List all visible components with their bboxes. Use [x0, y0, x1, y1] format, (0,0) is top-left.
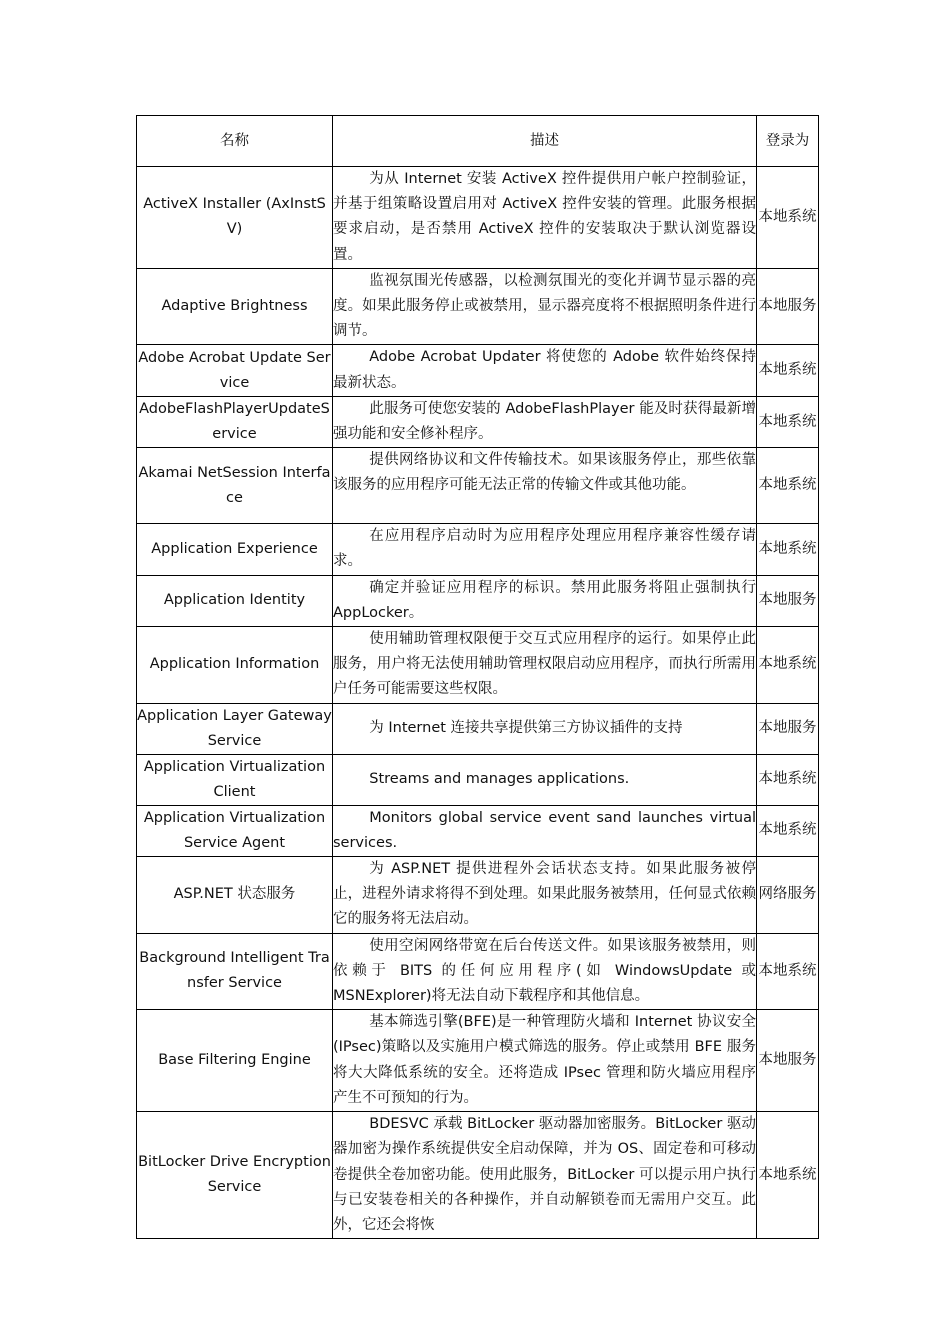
- header-name: 名称: [137, 116, 333, 167]
- table-row: [137, 268, 819, 345]
- table-row: [137, 524, 819, 575]
- service-desc: Adobe Acrobat Updater 将使您的 Adobe 软件始终保持最新状态。: [333, 349, 756, 391]
- service-login: 本地服务: [757, 268, 819, 345]
- service-desc: BDESVC 承载 BitLocker 驱动器加密服务。BitLocker 驱动器加密为操作系统提供安全启动保障，并为 OS、固定卷和可移动卷提供全卷加密功能。使用此服务，BitLocker 可以提示用户执行与已安装卷相关的各种操作，并自动解锁卷而无需用户交互。此外，它还会将恢: [333, 1116, 756, 1233]
- table-row: [137, 575, 819, 626]
- service-login: 本地服务: [757, 1010, 819, 1112]
- service-desc: 监视氛围光传感器，以检测氛围光的变化并调节显示器的亮度。如果此服务停止或被禁用，显示器亮度将不根据照明条件进行调节。: [333, 272, 756, 340]
- service-name: Application Experience: [137, 524, 333, 575]
- service-login: 本地系统: [757, 167, 819, 269]
- service-name: Background Intelligent Transfer Service: [137, 933, 333, 1010]
- service-login: 网络服务: [757, 857, 819, 934]
- service-desc: 提供网络协议和文件传输技术。如果该服务停止，那些依靠该服务的应用程序可能无法正常的传输文件或其他功能。: [333, 452, 756, 494]
- service-login: 本地服务: [757, 575, 819, 626]
- service-name: Application Virtualization Client: [137, 754, 333, 805]
- service-desc: Streams and manages applications.: [369, 771, 630, 788]
- service-login: 本地系统: [757, 448, 819, 524]
- service-name: ASP.NET 状态服务: [137, 857, 333, 934]
- service-name: Adobe Acrobat Update Service: [137, 345, 333, 396]
- service-desc: 使用辅助管理权限便于交互式应用程序的运行。如果停止此服务，用户将无法使用辅助管理权限启动应用程序，而执行所需用户任务可能需要这些权限。: [333, 631, 756, 698]
- service-name: Application Information: [137, 627, 333, 704]
- service-desc: 为 ASP.NET 提供进程外会话状态支持。如果此服务被停止，进程外请求将得不到处理。如果此服务被禁用，任何显式依赖它的服务将无法启动。: [333, 861, 756, 928]
- service-desc: Monitors global service event sand launches virtual services.: [333, 809, 756, 851]
- service-name: AdobeFlashPlayerUpdateService: [137, 396, 333, 447]
- service-name: Akamai NetSession Interface: [137, 448, 333, 524]
- header-login: 登录为: [757, 116, 819, 167]
- table-row: [137, 703, 819, 754]
- service-name: Application Layer Gateway Service: [137, 703, 333, 754]
- service-desc: 在应用程序启动时为应用程序处理应用程序兼容性缓存请求。: [333, 528, 756, 570]
- service-desc: 确定并验证应用程序的标识。禁用此服务将阻止强制执行 AppLocker。: [333, 579, 756, 621]
- service-name: Adaptive Brightness: [137, 268, 333, 345]
- service-desc: 此服务可使您安装的 AdobeFlashPlayer 能及时获得最新增强功能和安全修补程序。: [333, 400, 756, 443]
- table-row: [137, 448, 819, 524]
- table-row: [137, 345, 819, 396]
- table-header-row: [137, 116, 819, 167]
- table-row: [137, 754, 819, 805]
- table-row: [137, 933, 819, 1010]
- service-desc: 使用空闲网络带宽在后台传送文件。如果该服务被禁用，则依赖于 BITS 的任何应用程序(如 WindowsUpdate 或 MSNExplorer)将无法自动下载程序和其他信息。: [333, 937, 756, 1005]
- table-row: [137, 1010, 819, 1112]
- service-login: 本地系统: [757, 627, 819, 704]
- table-row: [137, 805, 819, 856]
- service-name: Base Filtering Engine: [137, 1010, 333, 1112]
- service-login: 本地系统: [757, 933, 819, 1010]
- service-desc: 基本筛选引擎(BFE)是一种管理防火墙和 Internet 协议安全(IPsec)策略以及实施用户模式筛选的服务。停止或禁用 BFE 服务将大大降低系统的安全。还将造成 IPsec 管理和防火墙应用程序产生不可预知的行为。: [333, 1014, 756, 1106]
- table-row: [137, 167, 819, 269]
- service-login: 本地系统: [757, 1112, 819, 1239]
- service-login: 本地系统: [757, 524, 819, 575]
- service-name: ActiveX Installer (AxInstSV): [137, 167, 333, 269]
- header-desc: 描述: [333, 116, 757, 167]
- service-name: Application Virtualization Service Agent: [137, 805, 333, 856]
- table-row: [137, 627, 819, 704]
- service-name: BitLocker Drive Encryption Service: [137, 1112, 333, 1239]
- service-name: Application Identity: [137, 575, 333, 626]
- service-login: 本地系统: [757, 754, 819, 805]
- service-login: 本地服务: [757, 703, 819, 754]
- table-row: [137, 396, 819, 447]
- service-login: 本地系统: [757, 396, 819, 447]
- services-table: [136, 115, 819, 1239]
- service-desc: 为从 Internet 安装 ActiveX 控件提供用户帐户控制验证，并基于组策略设置启用对 ActiveX 控件安装的管理。此服务根据要求启动，是否禁用 ActiveX 控件的安装取决于默认浏览器设置。: [333, 171, 756, 263]
- table-row: [137, 1112, 819, 1239]
- service-login: 本地系统: [757, 805, 819, 856]
- service-desc: 为 Internet 连接共享提供第三方协议插件的支持: [369, 720, 683, 737]
- table-row: [137, 857, 819, 934]
- service-login: 本地系统: [757, 345, 819, 396]
